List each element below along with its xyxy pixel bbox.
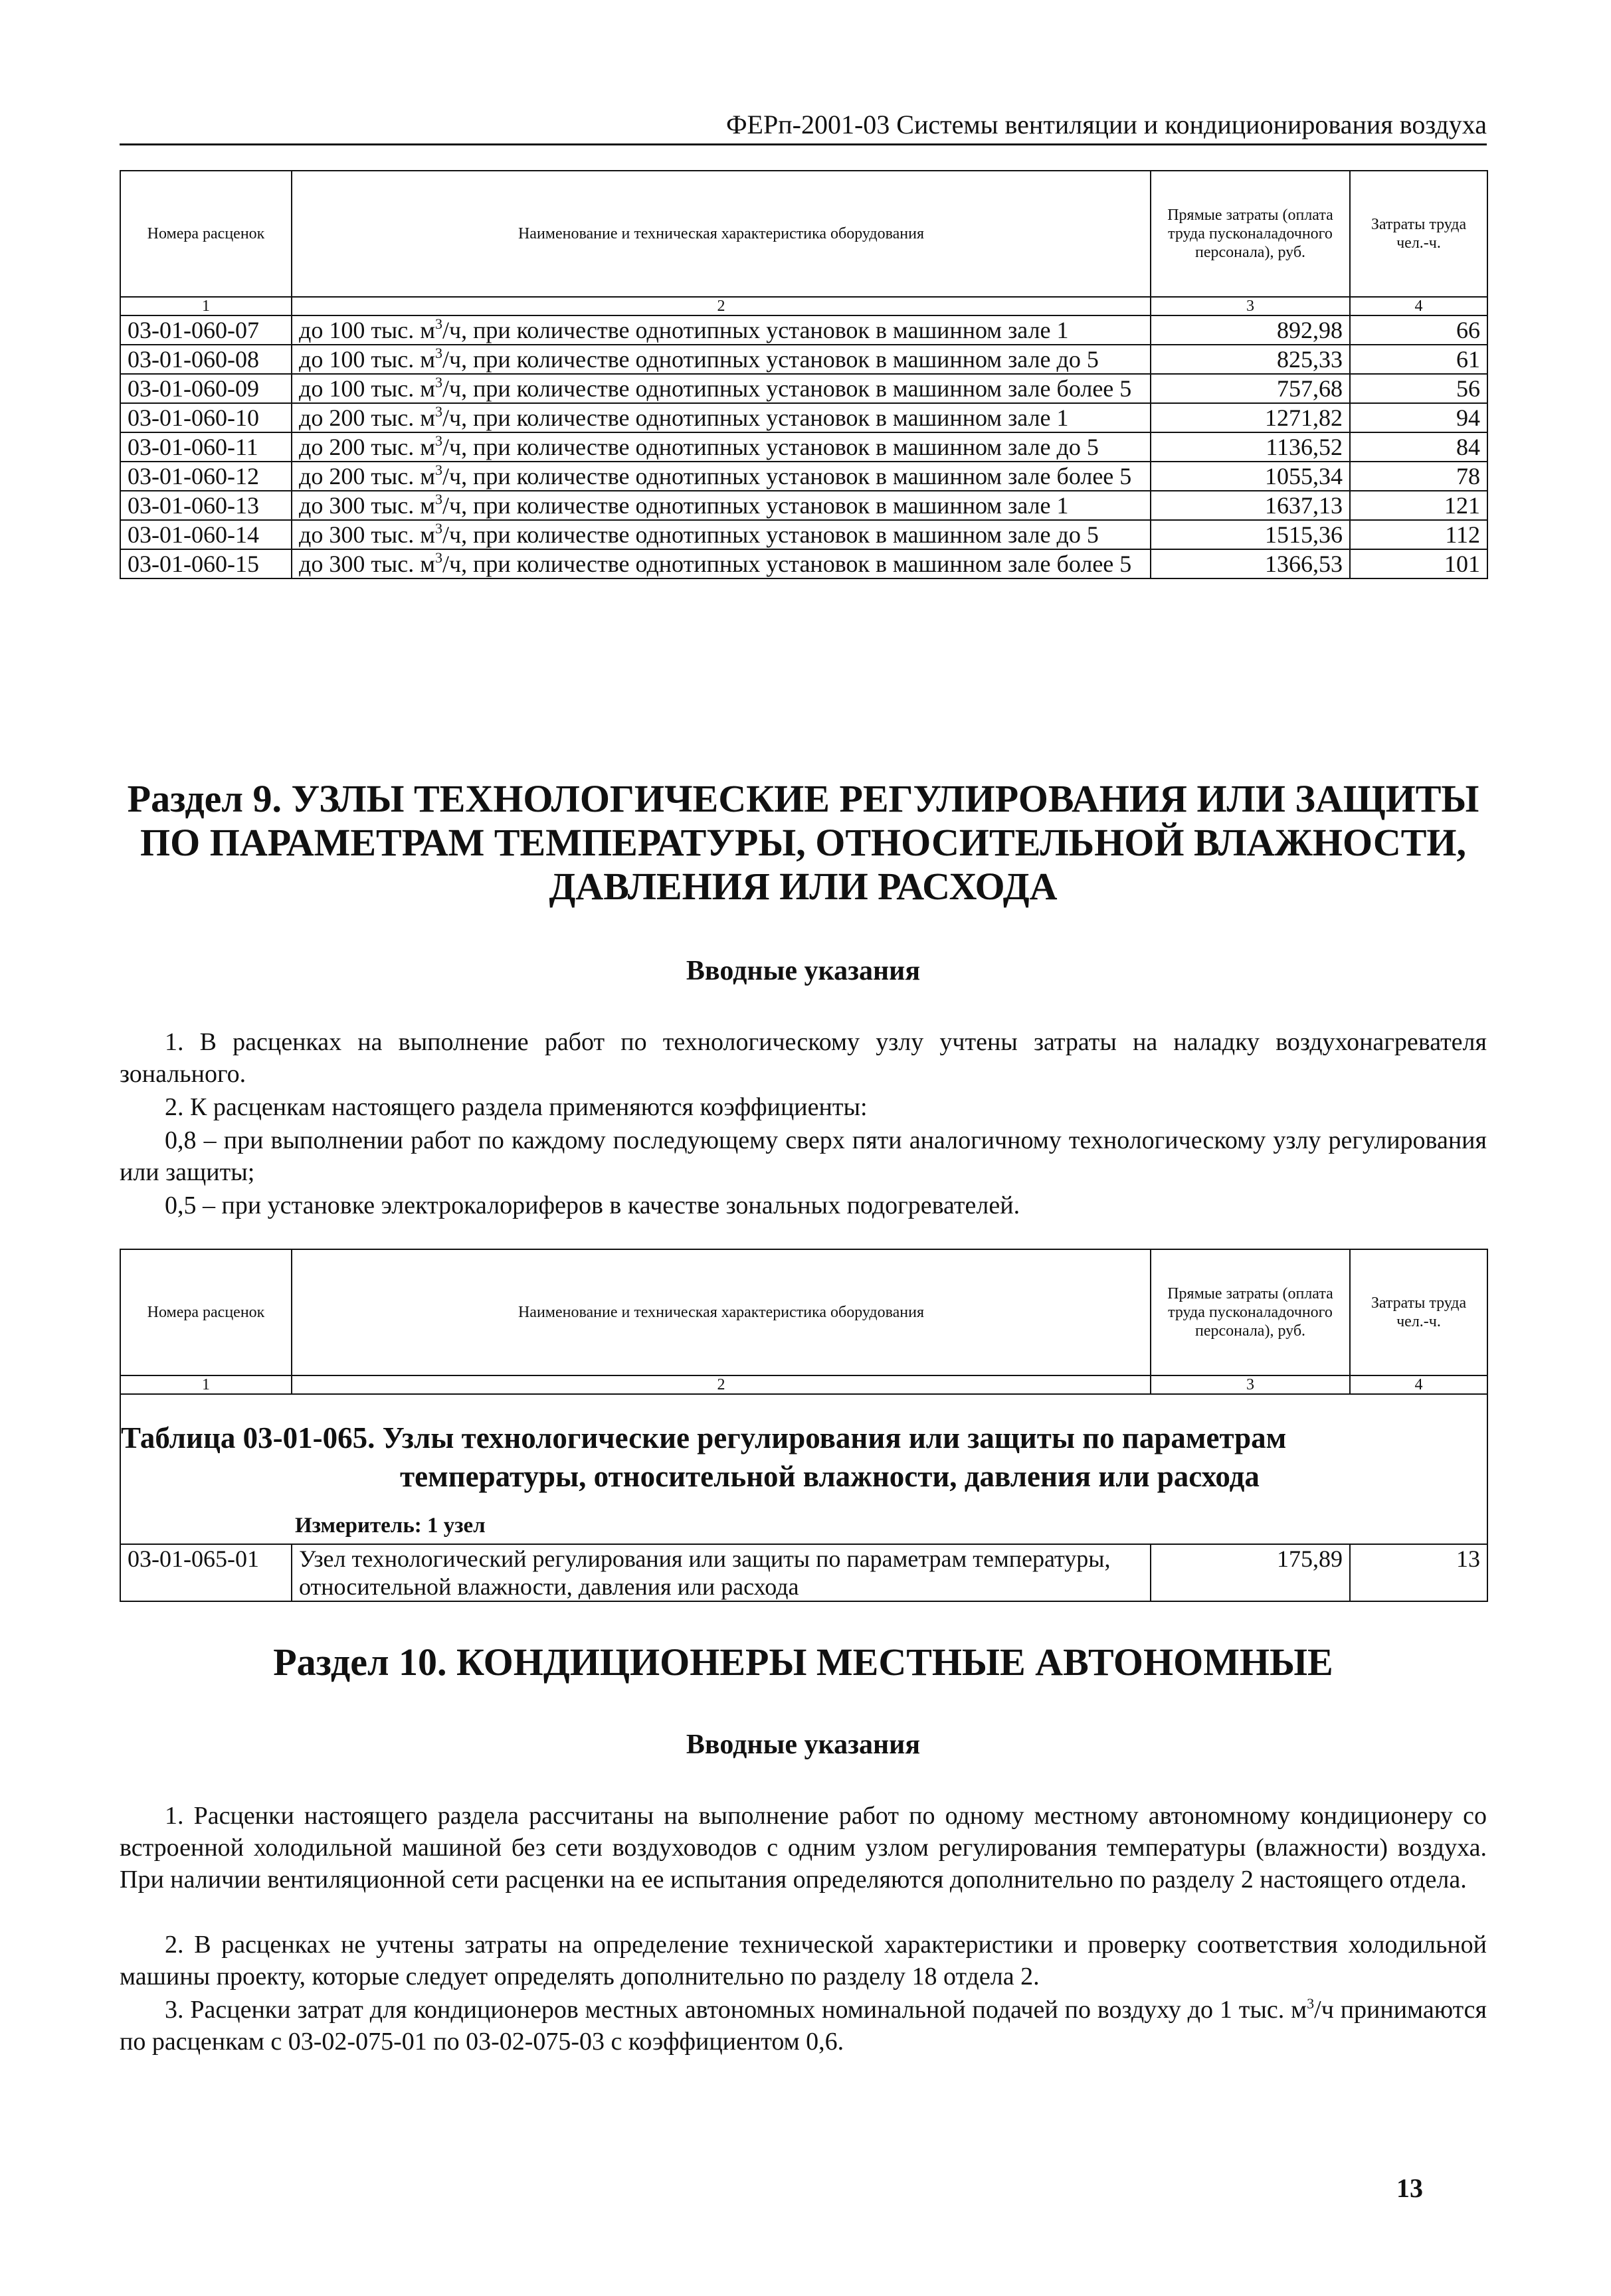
table-row (120, 520, 1487, 549)
rate-cost: 1515,36 (1151, 520, 1350, 549)
rate-code: 03-01-060-11 (120, 432, 292, 462)
table-row (120, 403, 1487, 432)
rate-cost: 1055,34 (1151, 462, 1350, 491)
rate-labor: 121 (1350, 491, 1487, 520)
header-name: Наименование и техническая характеристика оборудования (292, 171, 1151, 297)
rate-name: Узел технологический регулирования или защиты по параметрам температуры, относительной влажности, давления или расхода (292, 1544, 1151, 1601)
rate-name (292, 491, 1151, 520)
rate-labor: 101 (1350, 549, 1487, 578)
rate-code: 03-01-060-10 (120, 403, 292, 432)
section-10-paragraph-2: 2. В расценках не учтены затраты на определение технической характеристики и проверку соответствия холодильной машины проекту, которые следует определять дополнительно по разделу 18 отдела 2. (120, 1931, 1487, 1990)
measure-unit: Измеритель: 1 узел (295, 1514, 486, 1538)
rate-cost: 175,89 (1151, 1544, 1350, 1601)
section-10-intro-title: Вводные указания (686, 1729, 921, 1760)
table-header-row (120, 1249, 1487, 1375)
rate-name (292, 374, 1151, 403)
rate-cost: 1271,82 (1151, 403, 1350, 432)
column-number-row (120, 297, 1487, 315)
rate-cost: 757,68 (1151, 374, 1350, 403)
header-cost: Прямые затраты (оплата труда пусконаладочного персонала), руб. (1151, 1249, 1350, 1375)
rate-name-end: /ч, при количестве однотипных установок в машинном зале до 5 (442, 346, 1099, 373)
header-code: Номера расценок (120, 1249, 292, 1375)
rate-name-start: до 300 тыс. м (299, 521, 435, 548)
table-row (120, 549, 1487, 578)
rate-cost: 1637,13 (1151, 491, 1350, 520)
rate-name-start: до 100 тыс. м (299, 375, 435, 402)
rate-name-start: до 300 тыс. м (299, 551, 435, 577)
paragraph-3-text-start: 3. Расценки затрат для кондиционеров местных автономных номинальной подачей по воздуху до 1 тыс. м (165, 1996, 1307, 2024)
rate-name-end: /ч, при количестве однотипных установок в машинном зале более 5 (442, 375, 1132, 402)
superscript: 3 (435, 432, 442, 449)
section-9-title: Раздел 9. УЗЛЫ ТЕХНОЛОГИЧЕСКИЕ РЕГУЛИРОВАНИЯ ИЛИ ЗАЩИТЫ ПО ПАРАМЕТРАМ ТЕМПЕРАТУРЫ, ОТНОСИТЕЛЬНОЙ ВЛАЖНОСТИ, ДАВЛЕНИЯ ИЛИ РАСХОДА (127, 777, 1479, 908)
rate-labor: 112 (1350, 520, 1487, 549)
superscript: 3 (435, 462, 442, 478)
column-number: 3 (1151, 1375, 1350, 1394)
rate-cost: 892,98 (1151, 315, 1350, 345)
rate-labor: 94 (1350, 403, 1487, 432)
superscript: 3 (1307, 1995, 1315, 2012)
column-number: 4 (1350, 1375, 1487, 1394)
rates-table-065 (120, 1249, 1488, 1602)
section-10-paragraph-3 (120, 1994, 1487, 2058)
table-caption-row (120, 1394, 1487, 1544)
superscript: 3 (435, 315, 442, 332)
superscript: 3 (435, 520, 442, 537)
section-9-paragraph-1: 1. В расценках на выполнение работ по технологическому узлу учтены затраты на наладку воздухонагревателя зонального. (120, 1028, 1487, 1088)
rate-labor: 84 (1350, 432, 1487, 462)
section-10-paragraph-1: 1. Расценки настоящего раздела рассчитаны на выполнение работ по одному местному автономному кондиционеру со встроенной холодильной машиной без сети воздуховодов с одним узлом регулирования температуры (влажности) воздуха. При наличии вентиляционной сети расценки на ее испытания определяются дополнительно по разделу 2 настоящего отдела. (120, 1802, 1487, 1894)
rate-name-end: /ч, при количестве однотипных установок в машинном зале до 5 (442, 521, 1099, 548)
column-number: 2 (292, 297, 1151, 315)
rate-name-start: до 300 тыс. м (299, 492, 435, 519)
rate-name (292, 432, 1151, 462)
rates-table-060 (120, 170, 1488, 579)
table-caption-line-1: Таблица 03-01-065. Узлы технологические регулирования или защиты по параметрам (121, 1421, 1287, 1455)
table-caption-line-2: температуры, относительной влажности, давления или расхода (400, 1460, 1260, 1493)
column-number: 1 (120, 1375, 292, 1394)
header-labor: Затраты труда чел.-ч. (1350, 1249, 1487, 1375)
rate-code: 03-01-060-15 (120, 549, 292, 578)
rate-labor: 66 (1350, 315, 1487, 345)
superscript: 3 (435, 345, 442, 361)
rate-code: 03-01-060-09 (120, 374, 292, 403)
rate-name-start: до 200 тыс. м (299, 404, 435, 431)
superscript: 3 (435, 403, 442, 420)
header-code: Номера расценок (120, 171, 292, 297)
header-name: Наименование и техническая характеристика оборудования (292, 1249, 1151, 1375)
rate-code: 03-01-065-01 (120, 1544, 292, 1601)
rate-labor: 61 (1350, 345, 1487, 374)
table-row (120, 491, 1487, 520)
rate-code: 03-01-060-07 (120, 315, 292, 345)
rate-name-start: до 100 тыс. м (299, 346, 435, 373)
rate-labor: 13 (1350, 1544, 1487, 1601)
table-row (120, 462, 1487, 491)
rate-name-start: до 200 тыс. м (299, 434, 435, 460)
rate-name-start: до 200 тыс. м (299, 463, 435, 489)
rate-labor: 56 (1350, 374, 1487, 403)
superscript: 3 (435, 549, 442, 566)
header-labor: Затраты труда чел.-ч. (1350, 171, 1487, 297)
rate-name (292, 520, 1151, 549)
column-number: 3 (1151, 297, 1350, 315)
table-row (120, 315, 1487, 345)
rate-code: 03-01-060-14 (120, 520, 292, 549)
column-number: 4 (1350, 297, 1487, 315)
rate-name-end: /ч, при количестве однотипных установок в машинном зале до 5 (442, 434, 1099, 460)
rate-code: 03-01-060-13 (120, 491, 292, 520)
table-row (120, 374, 1487, 403)
page-number: 13 (1396, 2173, 1423, 2203)
table-header-row (120, 171, 1487, 297)
rate-name (292, 315, 1151, 345)
table-row (120, 432, 1487, 462)
rate-cost: 1366,53 (1151, 549, 1350, 578)
rate-code: 03-01-060-12 (120, 462, 292, 491)
rate-cost: 1136,52 (1151, 432, 1350, 462)
table-caption (121, 1395, 1487, 1496)
rate-name (292, 345, 1151, 374)
table-body (120, 315, 1487, 578)
rate-name (292, 549, 1151, 578)
rate-name-end: /ч, при количестве однотипных установок в машинном зале 1 (442, 317, 1069, 343)
rate-name (292, 403, 1151, 432)
section-10-title: Раздел 10. КОНДИЦИОНЕРЫ МЕСТНЫЕ АВТОНОМНЫЕ (273, 1640, 1333, 1684)
superscript: 3 (435, 374, 442, 391)
running-header: ФЕРп-2001-03 Системы вентиляции и кондиционирования воздуха (120, 106, 1487, 145)
table-row (120, 1544, 1487, 1601)
section-9-paragraph-4: 0,5 – при установке электрокалориферов в качестве зональных подогревателей. (165, 1192, 1020, 1219)
column-number: 1 (120, 297, 292, 315)
superscript: 3 (435, 491, 442, 507)
rate-name-end: /ч, при количестве однотипных установок в машинном зале более 5 (442, 551, 1132, 577)
header-cost: Прямые затраты (оплата труда пусконаладочного персонала), руб. (1151, 171, 1350, 297)
rate-name-end: /ч, при количестве однотипных установок в машинном зале более 5 (442, 463, 1132, 489)
rate-name-end: /ч, при количестве однотипных установок в машинном зале 1 (442, 404, 1069, 431)
column-number: 2 (292, 1375, 1151, 1394)
rate-name (292, 462, 1151, 491)
section-9-paragraph-3: 0,8 – при выполнении работ по каждому последующему сверх пяти аналогичному технологическому узлу регулирования или защиты; (120, 1126, 1487, 1186)
rate-name-start: до 100 тыс. м (299, 317, 435, 343)
table-row (120, 345, 1487, 374)
paragraph-3-text-end: /ч принимаются по расценкам с 03-02-075-01 по 03-02-075-03 с коэффициентом 0,6. (120, 1996, 1487, 2056)
section-9-paragraph-2: 2. К расценкам настоящего раздела применяются коэффициенты: (165, 1093, 868, 1121)
section-9-intro-title: Вводные указания (686, 956, 921, 986)
column-number-row (120, 1375, 1487, 1394)
rate-cost: 825,33 (1151, 345, 1350, 374)
rate-labor: 78 (1350, 462, 1487, 491)
rate-code: 03-01-060-08 (120, 345, 292, 374)
rate-name-end: /ч, при количестве однотипных установок в машинном зале 1 (442, 492, 1069, 519)
